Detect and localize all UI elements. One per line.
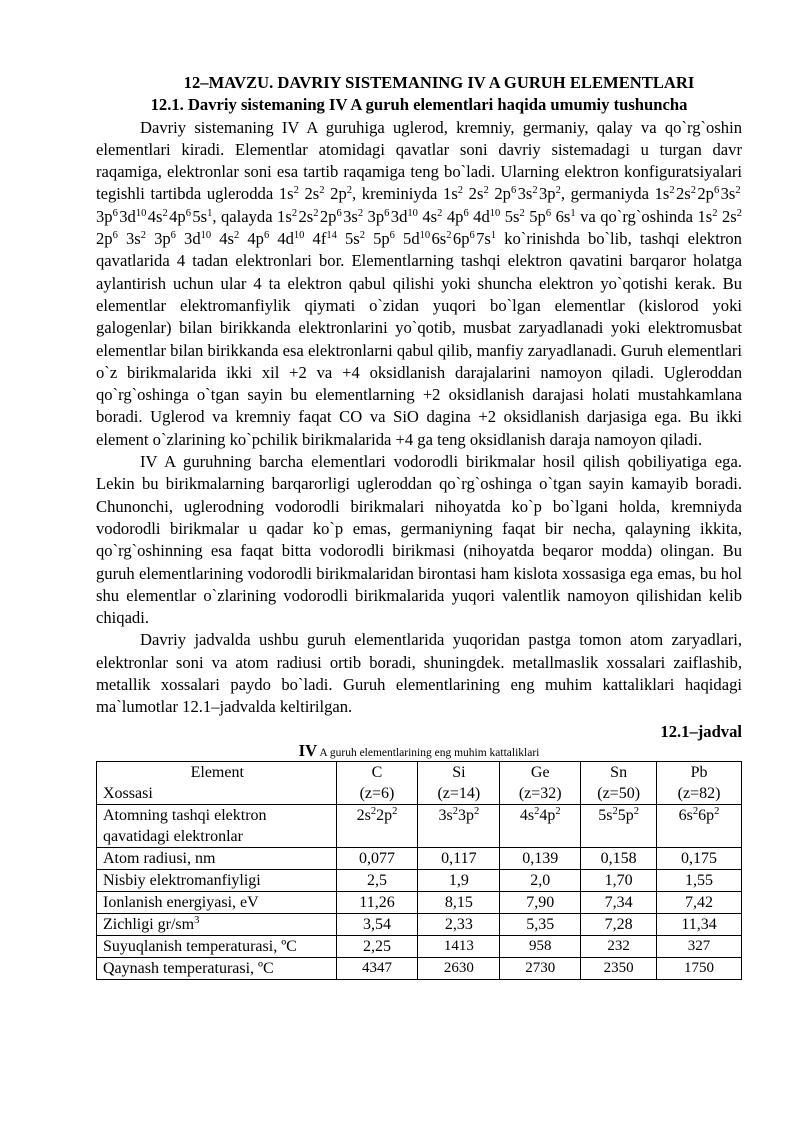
table-row bbox=[97, 957, 742, 979]
table-cell: 958 bbox=[500, 935, 581, 957]
table-cell: 0,139 bbox=[500, 847, 581, 869]
config-cell: $3s^23p^2$ bbox=[418, 804, 500, 847]
table-cell: 0,158 bbox=[581, 847, 657, 869]
table-cell: 3,54 bbox=[336, 913, 418, 935]
table-row bbox=[97, 869, 742, 891]
table-cell: 2350 bbox=[581, 957, 657, 979]
table-row bbox=[97, 913, 742, 935]
table-cell: 0,117 bbox=[418, 847, 500, 869]
row-label: Ionlanish energiyasi, eV bbox=[97, 891, 337, 913]
document-page bbox=[96, 72, 742, 980]
header-cell: Sn (z=50) bbox=[581, 761, 657, 804]
table-caption: IV A guruh elementlarining eng muhim kattaliklari bbox=[298, 740, 540, 760]
table-cell: 2,0 bbox=[500, 869, 581, 891]
table-row bbox=[97, 891, 742, 913]
config-cell: $4s^24p^2$ bbox=[500, 804, 581, 847]
paragraph-hydrides: IV A guruhning barcha elementlari vodorodli birikmalar hosil qilish qobiliyatiga ega. Lekin bu birikmalarning barqarorligi ugleroddan qo`rg`oshinga o`tgan sayin kamayib boradi. Chunonchi, uglerodning vodorodli birikmalari nihoyatda ko`p bo`lgani holda, kremniyda vodorodli birikmalar u qadar ko`p emas, germaniyning faqat bir necha, qalayning ikkita, qo`rg`oshinning esa faqat bitta vodorodli birikmasi (nihoyatda beqaror modda) olingan. Bu guruh elementlarining vodorodli birikmalaridan birontasi ham kislota xossasiga ega emas, bu hol shu elementlar o`zlarining vodorodli birikmalarida yuqori valentlik namoyon qilishidan kelib chiqadi. bbox=[96, 452, 742, 628]
table-cell: 327 bbox=[657, 935, 742, 957]
table-cell: 2,33 bbox=[418, 913, 500, 935]
table-cell: 11,34 bbox=[657, 913, 742, 935]
table-row bbox=[97, 804, 742, 847]
table-row bbox=[97, 847, 742, 869]
header-cell: Ge (z=32) bbox=[500, 761, 581, 804]
table-cell: 4347 bbox=[336, 957, 418, 979]
table-cell: 1750 bbox=[657, 957, 742, 979]
table-cell: 1413 bbox=[418, 935, 500, 957]
table-header-row bbox=[97, 761, 742, 804]
table-cell: 1,70 bbox=[581, 869, 657, 891]
config-cell: $5s^25p^2$ bbox=[581, 804, 657, 847]
table-reference: 12.1–jadval bbox=[660, 721, 742, 741]
paragraph-trends: Davriy jadvalda ushbu guruh elementlarida yuqoridan pastga tomon atom zaryadlari, elektronlar soni va atom radiusi ortib boradi, shuningdek. metallmaslik xossalari zaiflashib, metallik xossalari paydo bo`ladi. Guruh elementlarining eng muhim kattaliklari haqidagi ma`lumotlar 12.1–jadvalda keltirilgan. bbox=[96, 630, 742, 717]
properties-table bbox=[96, 761, 742, 980]
table-cell: 2730 bbox=[500, 957, 581, 979]
row-label: Atom radiusi, nm bbox=[97, 847, 337, 869]
config-cell: $2s^22p^2$ bbox=[336, 804, 418, 847]
table-row bbox=[97, 935, 742, 957]
table-cell: 0,077 bbox=[336, 847, 418, 869]
table-cell: 1,9 bbox=[418, 869, 500, 891]
table-cell: 0,175 bbox=[657, 847, 742, 869]
table-cell: 2,5 bbox=[336, 869, 418, 891]
config-cell: $6s^26p^2$ bbox=[657, 804, 742, 847]
table-cell: 7,90 bbox=[500, 891, 581, 913]
table-cell: 232 bbox=[581, 935, 657, 957]
header-cell: C (z=6) bbox=[336, 761, 418, 804]
table-cell: 7,28 bbox=[581, 913, 657, 935]
table-cell: 1,55 bbox=[657, 869, 742, 891]
row-label: Zichligi $gr/sm^3$ bbox=[97, 913, 337, 935]
table-cell: 2,25 bbox=[336, 935, 418, 957]
table-cell: 2630 bbox=[418, 957, 500, 979]
section-heading: 12.1. Davriy sistemaning IV A guruh elementlari haqida umumiy tushuncha bbox=[150, 95, 688, 115]
table-cell: 7,42 bbox=[657, 891, 742, 913]
row-label: Suyuqlanish temperaturasi, ºC bbox=[97, 935, 337, 957]
row-label: Nisbiy elektromanfiyligi bbox=[97, 869, 337, 891]
header-element-property-cell: Element Xossasi bbox=[97, 761, 337, 804]
table-cell: 5,35 bbox=[500, 913, 581, 935]
row-label: Qaynash temperaturasi, ºC bbox=[97, 957, 337, 979]
paragraph-intro: Davriy sistemaning IV A guruhiga uglerod, kremniy, germaniy, qalay va qo`rg`oshin elementlari kiradi. Elementlar atomidagi qavatlar soni davriy sistemadagi u turgan davr raqamiga, elektronlar soni esa tartib raqamiga teng bo`ladi. Ularning elektron konfiguratsiyalari tegishli tartibda uglerodda $1s^2$ $2s^2$ $2p^2$, kreminiyda $1s^2$ $2s^2$ $2p^6$ $3s^2$ $3p^2$, germaniyda $1s^2$ $2s^2$ $2p^6$ $3s^2$ $3p^6$ $3d^{10}$ $4s^2$ $4p^6$ $5s^1$, qalayda $1s^2$ $2s^2$ $2p^6$ $3s^2$ $3p^6$ $3d^{10}$ $4s^2$ $4p^6$ $4d^{10}$ $5s^2$ $5p^6$ $6s^1$ va qo`rg`oshinda $1s^2$ $2s^2$ $2p^6$ $3s^2$ $3p^6$ $3d^{10}$ $4s^2$ $4p^6$ $4d^{10}$ $4f^{14}$ $5s^2$ $5p^6$ $5d^{10}$ $6s^2$ $6p^6$ $7s^1$ ko`rinishda bo`lib, tashqi elektron qavatlarida 4 tadan elektronlari bor. Elementlarning tashqi elektron qavatini barqaror holatga aylantirish uchun ular 4 ta elektron qabul qilishi yoki shuncha elektron yo`qotishi kerak. Bu elementlar elektromanfiylik qiymati o`zidan yuqori bo`lgan elementlar (kislorod yoki galogenlar) bilan birikkanda elektronlarini yo`qotib, musbat zaryadlanadi yoki elektromusbat elementlar bilan birikkanda esa elektronlarni qabul qilib, manfiy zaryadlanadi. Guruh elementlari o`z birikmalarida ikki xil +2 va +4 oksidlanish darajalarini namoyon qiladi. Ugleroddan qo`rg`oshinga o`tgan sayin bu elementlarning +2 oksidlanish darajasi holati mustahkamlana boradi. Uglerod va kremniy faqat CO va SiO dagina +2 oksidlanish darjasiga ega. Bu ikki element o`zlarining ko`pchilik birikmalarida +4 ga teng oksidlanish daraja namoyon qiladi. bbox=[96, 117, 742, 449]
header-cell: Pb (z=82) bbox=[657, 761, 742, 804]
row-label: Atomning tashqi elektron qavatidagi elektronlar bbox=[97, 804, 337, 847]
page-title: 12–MAVZU. DAVRIY SISTEMANING IV A GURUH ELEMENTLARI bbox=[183, 73, 695, 92]
header-cell: Si (z=14) bbox=[418, 761, 500, 804]
table-cell: 7,34 bbox=[581, 891, 657, 913]
table-cell: 8,15 bbox=[418, 891, 500, 913]
table-cell: 11,26 bbox=[336, 891, 418, 913]
